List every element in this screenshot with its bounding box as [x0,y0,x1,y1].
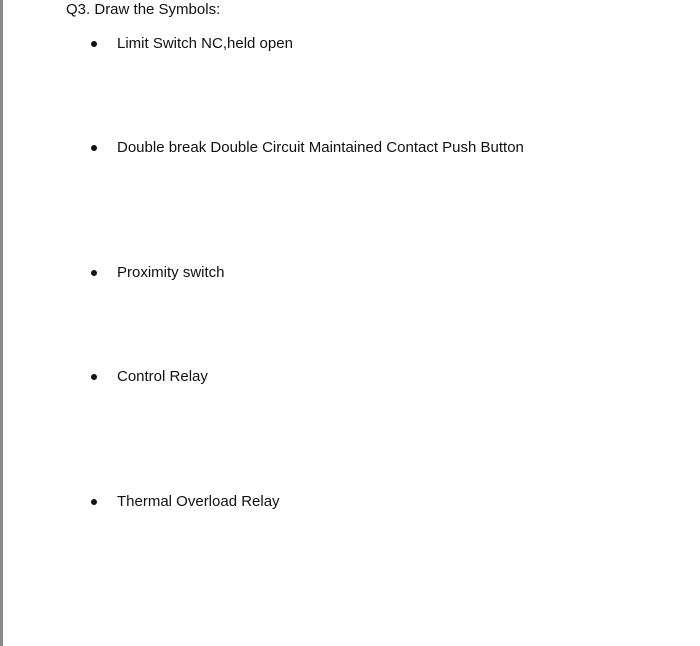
list-item-thermal-overload-relay [88,493,280,511]
list-item-limit-switch [88,35,293,53]
page-left-border [0,0,3,646]
list-item-label: Limit Switch NC,held open [117,35,293,52]
bullet-icon [91,374,97,380]
question-heading [66,1,220,19]
question-text: Draw the Symbols: [94,1,221,18]
list-item-label: Thermal Overload Relay [117,493,280,510]
question-number: Q3. [66,1,91,18]
list-item-label: Double break Double Circuit Maintained Contact Push Button [117,139,524,156]
list-item-control-relay [88,368,208,386]
bullet-icon [91,499,97,505]
list-item-proximity-switch [88,264,225,282]
list-item-label: Control Relay [117,368,208,385]
bullet-icon [91,41,97,47]
bullet-icon [91,145,97,151]
list-item-push-button [88,139,524,157]
bullet-icon [91,270,97,276]
list-item-label: Proximity switch [117,264,225,281]
